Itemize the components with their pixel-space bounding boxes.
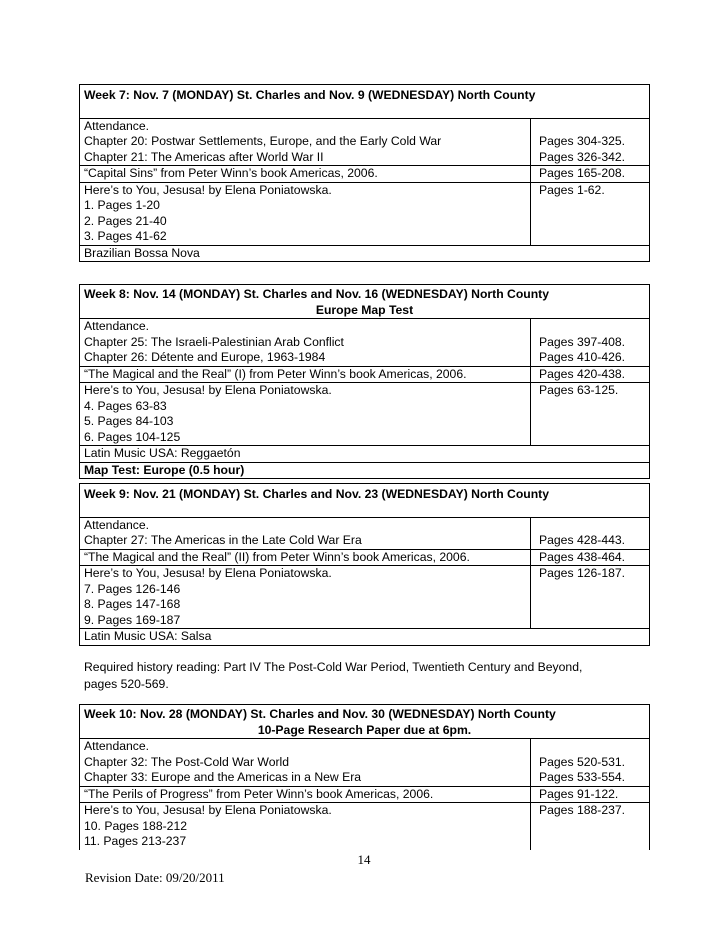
novel: Here’s to You, Jesusa! by Elena Poniatowska. (84, 182, 332, 197)
part: 8. Pages 147-168 (84, 597, 181, 611)
pages: Pages 533-554. (539, 770, 626, 784)
music: Latin Music USA: Reggaetón (80, 446, 650, 463)
week8-novel (80, 383, 531, 446)
week7-chapter-pages (531, 118, 650, 166)
required-reading-note (84, 659, 664, 693)
reading: “The Magical and the Real” (II) from Peter Winn’s book Americas, 2006. (80, 549, 531, 566)
revision-date: Revision Date: 09/20/2011 (85, 870, 225, 885)
chapter: Chapter 20: Postwar Settlements, Europe, and the Early Cold War (84, 134, 442, 148)
chapter: Chapter 21: The Americas after World War II (84, 149, 324, 164)
week10-novel (80, 803, 531, 850)
pages: Pages 188-237. (531, 803, 650, 850)
week9-novel (80, 566, 531, 629)
pages: Pages 520-531. (539, 754, 626, 769)
week8-header-sub: Europe Map Test (315, 302, 414, 317)
music: Latin Music USA: Salsa (80, 629, 650, 646)
week10-header-sub: 10-Page Research Paper due at 6pm. (257, 722, 472, 737)
note-line: Required history reading: Part IV The Post-Cold War Period, Twentieth Century and Beyond, (84, 660, 583, 674)
pages: Pages 1-62. (531, 182, 650, 245)
part: 9. Pages 169-187 (84, 612, 181, 627)
pages: Pages 438-464. (531, 549, 650, 566)
week8-chapters (80, 319, 531, 367)
week7-header: Week 7: Nov. 7 (MONDAY) St. Charles and Nov. 9 (WEDNESDAY) North County (80, 85, 650, 119)
week9-table (79, 483, 650, 646)
pages: Pages 91-122. (531, 786, 650, 803)
part: 1. Pages 1-20 (84, 198, 160, 212)
part: 7. Pages 126-146 (84, 581, 181, 596)
reading: “The Magical and the Real” (I) from Peter Winn’s book Americas, 2006. (80, 366, 531, 383)
chapter: Chapter 25: The Israeli-Palestinian Arab Conflict (84, 334, 344, 349)
reading: “Capital Sins” from Peter Winn’s book Americas, 2006. (80, 166, 531, 183)
page-number: 14 (357, 852, 371, 867)
week8-header (80, 285, 650, 319)
map-test: Map Test: Europe (0.5 hour) (80, 462, 650, 479)
part: 3. Pages 41-62 (84, 229, 167, 243)
reading: “The Perils of Progress” from Peter Winn’s book Americas, 2006. (80, 786, 531, 803)
chapter: Chapter 32: The Post-Cold War World (84, 754, 290, 769)
note-line: pages 520-569. (84, 677, 169, 691)
week7-table (79, 84, 650, 262)
week7-chapters (80, 118, 531, 166)
part: 4. Pages 63-83 (84, 398, 167, 413)
week10-header-title: Week 10: Nov. 28 (MONDAY) St. Charles and Nov. 30 (WEDNESDAY) North County (84, 707, 556, 721)
chapter: Chapter 27: The Americas in the Late Cold War Era (84, 533, 362, 547)
attendance: Attendance. (84, 517, 150, 532)
week9-chapter-pages (531, 517, 650, 549)
pages: Pages 126-187. (531, 566, 650, 629)
week8-table (79, 284, 650, 479)
pages: Pages 165-208. (531, 166, 650, 183)
week9-header: Week 9: Nov. 21 (MONDAY) St. Charles and Nov. 23 (WEDNESDAY) North County (80, 484, 650, 518)
week8-chapter-pages (531, 319, 650, 367)
chapter: Chapter 33: Europe and the Americas in a New Era (84, 770, 362, 784)
attendance: Attendance. (84, 118, 150, 133)
week10-header (80, 705, 650, 739)
music: Brazilian Bossa Nova (80, 245, 650, 262)
pages: Pages 428-443. (539, 533, 626, 547)
part: 5. Pages 84-103 (84, 414, 174, 428)
part: 11. Pages 213-237 (84, 834, 187, 848)
pages: Pages 420-438. (531, 366, 650, 383)
novel: Here’s to You, Jesusa! by Elena Poniatowska. (84, 803, 332, 817)
week10-chapter-pages (531, 739, 650, 787)
part: 10. Pages 188-212 (84, 818, 187, 833)
chapter: Chapter 26: Détente and Europe, 1963-1984 (84, 350, 326, 364)
novel: Here’s to You, Jesusa! by Elena Poniatowska. (84, 566, 332, 580)
week9-chapters (80, 517, 531, 549)
pages: Pages 326-342. (539, 149, 626, 164)
novel: Here’s to You, Jesusa! by Elena Poniatowska. (84, 383, 332, 397)
part: 2. Pages 21-40 (84, 213, 167, 228)
part: 6. Pages 104-125 (84, 429, 181, 444)
week8-header-title: Week 8: Nov. 14 (MONDAY) St. Charles and Nov. 16 (WEDNESDAY) North County (84, 287, 550, 301)
attendance: Attendance. (84, 319, 150, 333)
week10-chapters (80, 739, 531, 787)
pages: Pages 410-426. (539, 350, 626, 364)
pages: Pages 63-125. (531, 383, 650, 446)
week10-table (79, 704, 650, 850)
pages: Pages 397-408. (539, 334, 626, 349)
pages: Pages 304-325. (539, 134, 626, 148)
attendance: Attendance. (84, 739, 150, 753)
week7-novel (80, 182, 531, 245)
